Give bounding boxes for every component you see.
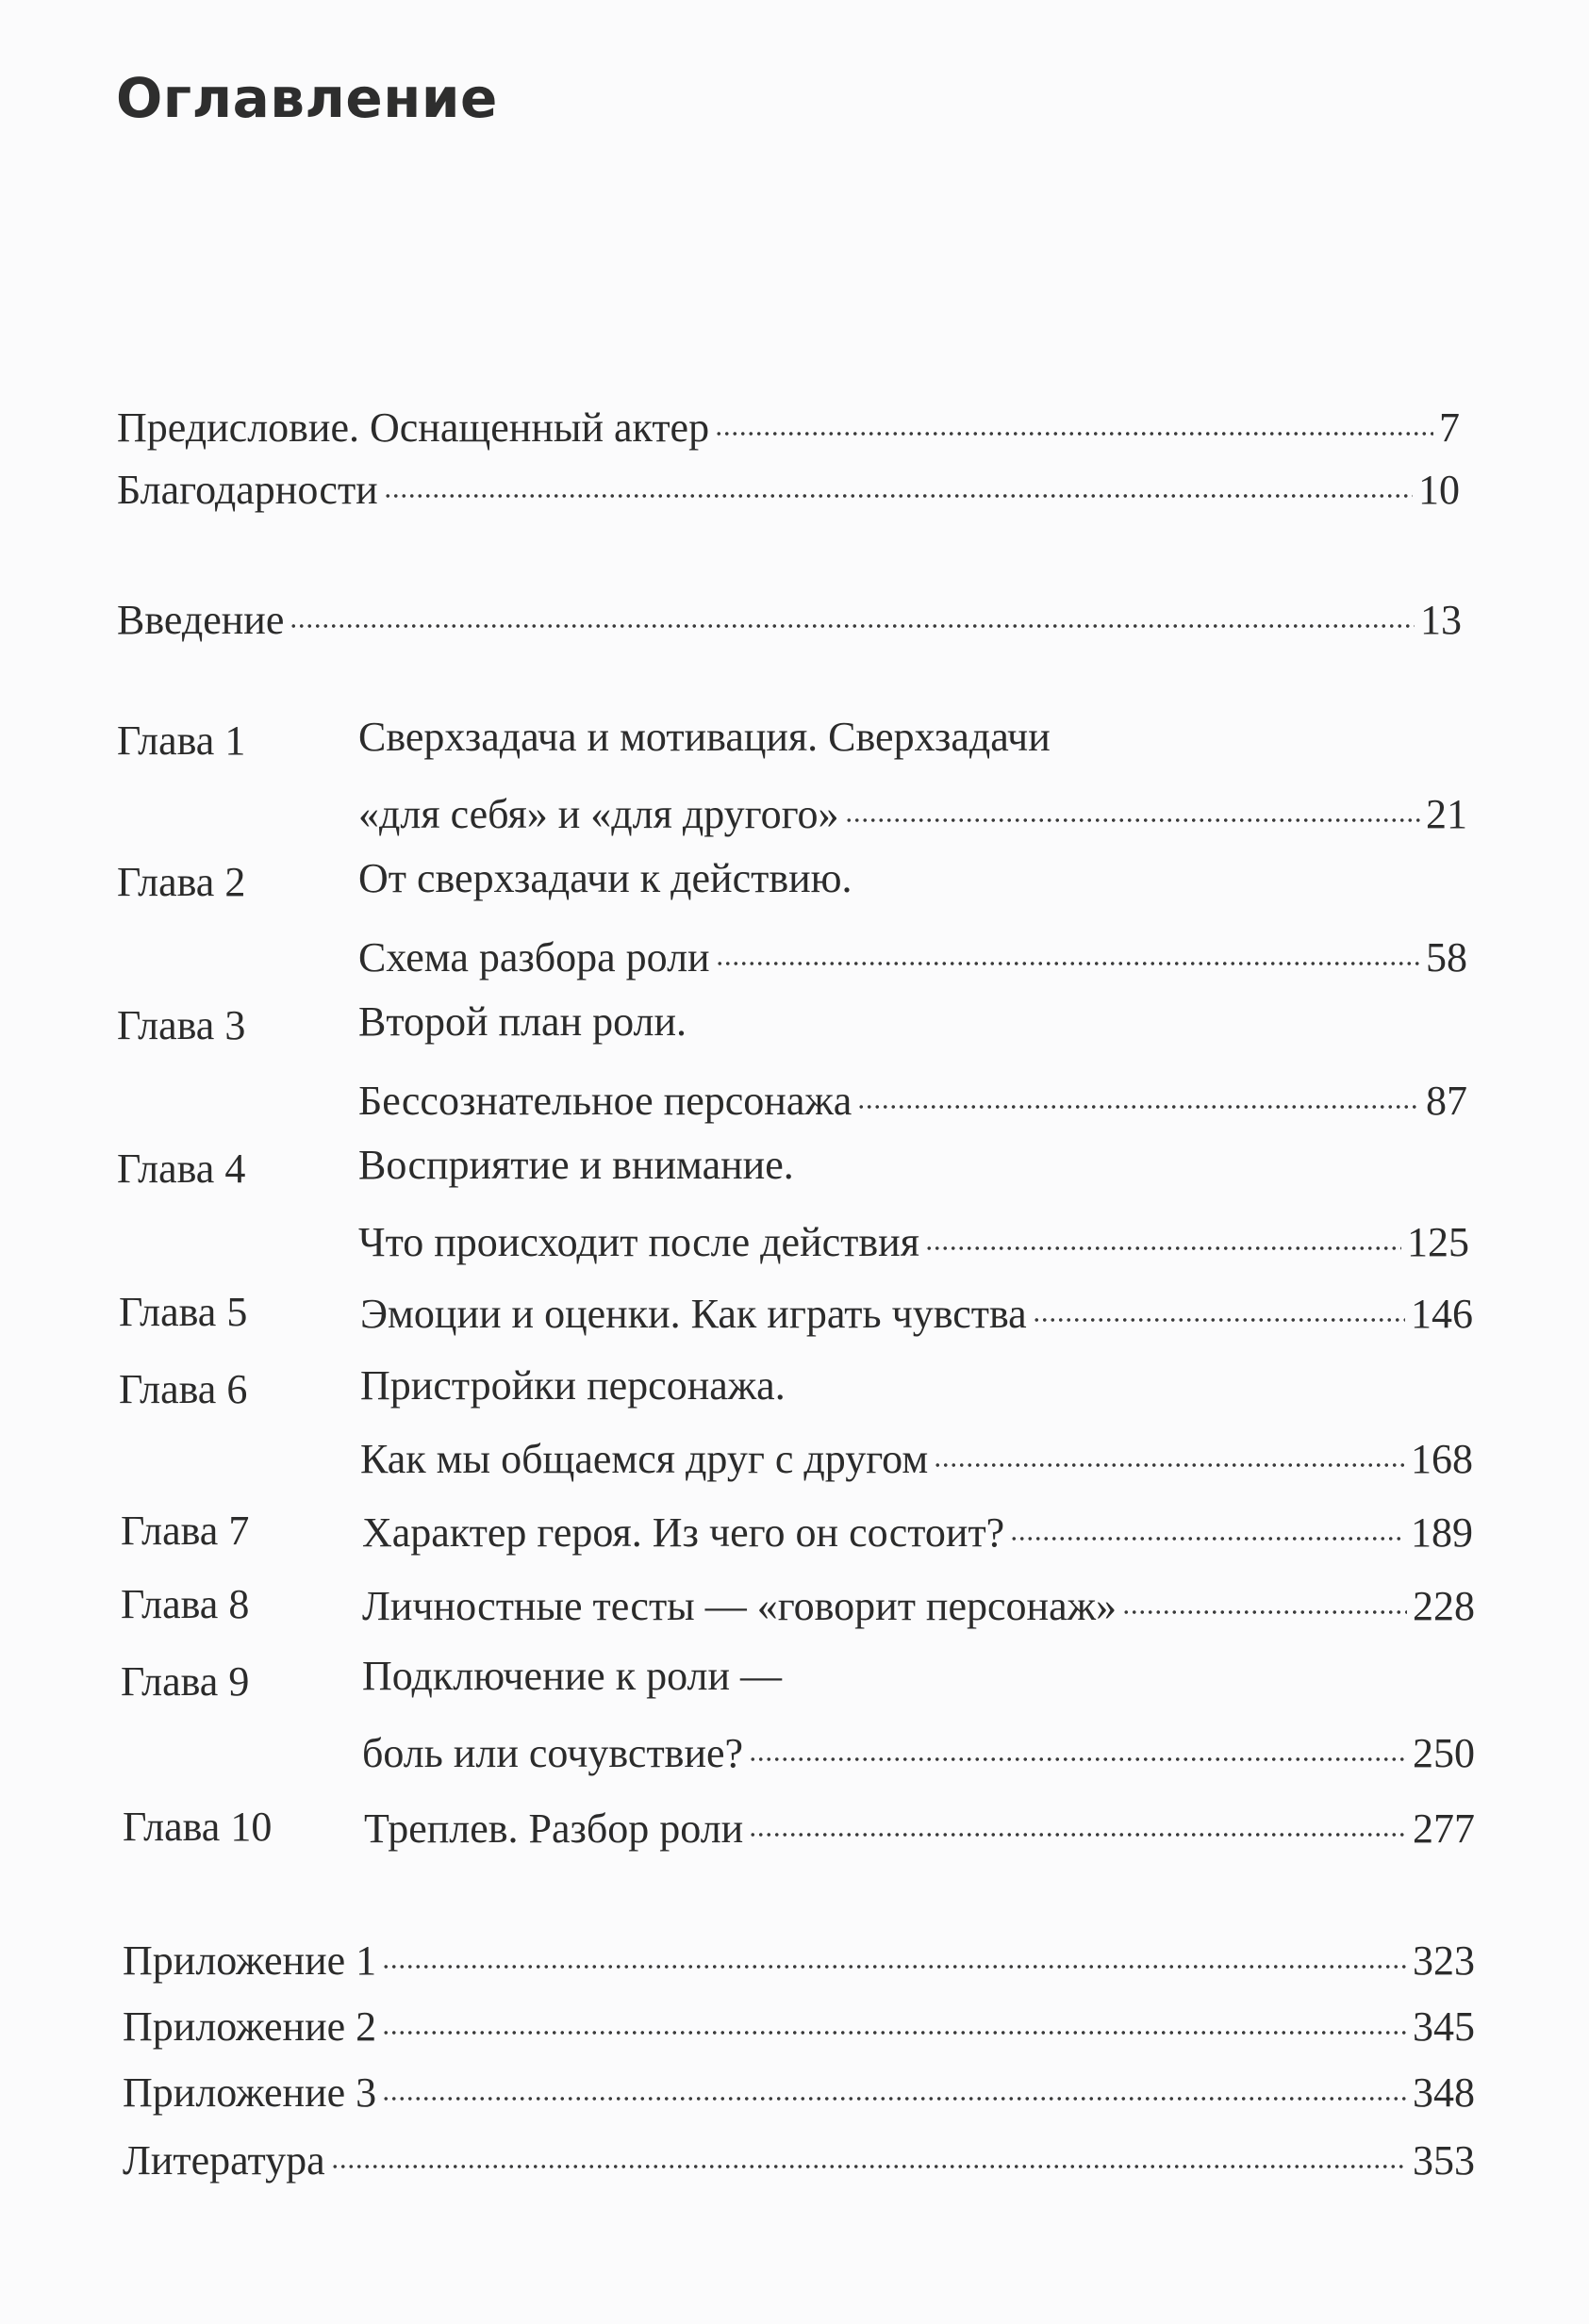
- toc-page-number: 250: [1413, 1730, 1475, 1776]
- toc-entry-appendix-2[interactable]: [123, 1999, 1475, 2048]
- toc-entry-appendix-1[interactable]: [123, 1933, 1475, 1982]
- chapter-label: Глава 2: [117, 859, 246, 905]
- toc-page-number: 125: [1407, 1219, 1469, 1265]
- dot-leader: [331, 2133, 1407, 2174]
- toc-page-number: 348: [1413, 2069, 1475, 2116]
- dot-leader: [716, 930, 1420, 971]
- dot-leader: [384, 462, 1413, 503]
- toc-page-number: 353: [1413, 2137, 1475, 2184]
- chapter-title-line: Личностные тесты — «говорит персонаж»: [362, 1583, 1117, 1629]
- toc-entry-title: Предисловие. Оснащенный актер: [117, 404, 710, 451]
- toc-page-number: 277: [1413, 1805, 1475, 1852]
- chapter-label: Глава 5: [119, 1289, 248, 1335]
- chapter-title-line: Эмоции и оценки. Как играть чувства: [360, 1291, 1027, 1337]
- toc-entry-title: Приложение 2: [123, 2003, 377, 2050]
- toc-page-number: 7: [1439, 404, 1460, 451]
- toc-entry-chapter-8[interactable]: [362, 1578, 1475, 1627]
- dot-leader: [857, 1073, 1420, 1114]
- chapter-label: Глава 1: [117, 717, 246, 764]
- toc-entry-preface[interactable]: [117, 400, 1460, 449]
- toc-entry-bibliography[interactable]: [123, 2133, 1475, 2182]
- chapter-label: Глава 9: [121, 1658, 250, 1705]
- dot-leader: [925, 1214, 1401, 1256]
- toc-entry-chapter-6[interactable]: [360, 1431, 1473, 1480]
- chapter-title-line[interactable]: Пристройки персонажа.: [360, 1362, 786, 1409]
- chapter-label: Глава 7: [121, 1508, 250, 1554]
- toc-entry-chapter-5[interactable]: [360, 1286, 1473, 1335]
- toc-entry-appendix-3[interactable]: [123, 2065, 1475, 2114]
- toc-page-number: 146: [1411, 1291, 1473, 1337]
- dot-leader: [749, 1801, 1407, 1842]
- chapter-title-line: Схема разбора роли: [358, 934, 710, 981]
- page-title: Оглавление: [116, 66, 498, 130]
- toc-entry-title: Литература: [123, 2137, 325, 2184]
- dot-leader: [382, 1933, 1407, 1974]
- toc-page-number: 21: [1426, 791, 1467, 837]
- toc-entry-acknowledgements[interactable]: [117, 462, 1460, 511]
- dot-leader: [290, 592, 1415, 634]
- toc-entry-chapter-4[interactable]: [358, 1214, 1469, 1263]
- chapter-title-line: Бессознательное персонажа: [358, 1078, 852, 1124]
- toc-page-number: 345: [1413, 2003, 1475, 2050]
- chapter-title-line: Как мы общаемся друг с другом: [360, 1436, 929, 1482]
- toc-page-number: 228: [1413, 1583, 1475, 1629]
- chapter-title-line: Что происходит после действия: [358, 1219, 919, 1265]
- dot-leader: [382, 1999, 1407, 2040]
- toc-page-number: 168: [1411, 1436, 1473, 1482]
- chapter-label: Глава 4: [117, 1146, 246, 1192]
- chapter-title-line[interactable]: От сверхзадачи к действию.: [358, 855, 852, 901]
- dot-leader: [1122, 1578, 1407, 1620]
- toc-page-number: 87: [1426, 1078, 1467, 1124]
- chapter-title-line: Характер героя. Из чего он состоит?: [362, 1509, 1005, 1556]
- chapter-title-line: боль или сочувствие?: [362, 1730, 744, 1776]
- chapter-title-line[interactable]: Восприятие и внимание.: [358, 1142, 794, 1188]
- dot-leader: [715, 400, 1433, 441]
- toc-entry-chapter-1[interactable]: [358, 786, 1467, 835]
- toc-page-number: 323: [1413, 1937, 1475, 1984]
- toc-entry-chapter-2[interactable]: [358, 930, 1467, 979]
- chapter-label: Глава 6: [119, 1366, 248, 1412]
- chapter-title-line: «для себя» и «для другого»: [358, 791, 839, 837]
- toc-page-number: 13: [1420, 597, 1462, 643]
- toc-entry-title: Приложение 1: [123, 1937, 377, 1984]
- toc-entry-chapter-7[interactable]: [362, 1505, 1473, 1554]
- chapter-title-line[interactable]: Второй план роли.: [358, 998, 687, 1045]
- toc-entry-chapter-10[interactable]: [364, 1801, 1475, 1850]
- dot-leader: [749, 1725, 1407, 1767]
- toc-page-number: 189: [1411, 1509, 1473, 1556]
- dot-leader: [845, 786, 1420, 828]
- toc-page-number: 58: [1426, 934, 1467, 981]
- toc-page-number: 10: [1418, 467, 1460, 513]
- toc-entry-title: Введение: [117, 597, 285, 643]
- toc-entry-chapter-3[interactable]: [358, 1073, 1467, 1122]
- chapter-title-line: Треплев. Разбор роли: [364, 1805, 744, 1852]
- chapter-title-line[interactable]: Подключение к роли —: [362, 1653, 783, 1699]
- toc-entry-title: Приложение 3: [123, 2069, 377, 2116]
- chapter-label: Глава 10: [123, 1804, 273, 1850]
- chapter-title-line[interactable]: Сверхзадача и мотивация. Сверхзадачи: [358, 714, 1051, 760]
- dot-leader: [934, 1431, 1405, 1473]
- chapter-label: Глава 8: [121, 1581, 250, 1627]
- dot-leader: [382, 2065, 1407, 2106]
- toc-entry-chapter-9[interactable]: [362, 1725, 1475, 1774]
- toc-entry-title: Благодарности: [117, 467, 378, 513]
- dot-leader: [1033, 1286, 1405, 1327]
- toc-entry-introduction[interactable]: [117, 592, 1462, 641]
- chapter-label: Глава 3: [117, 1002, 246, 1048]
- dot-leader: [1010, 1505, 1405, 1546]
